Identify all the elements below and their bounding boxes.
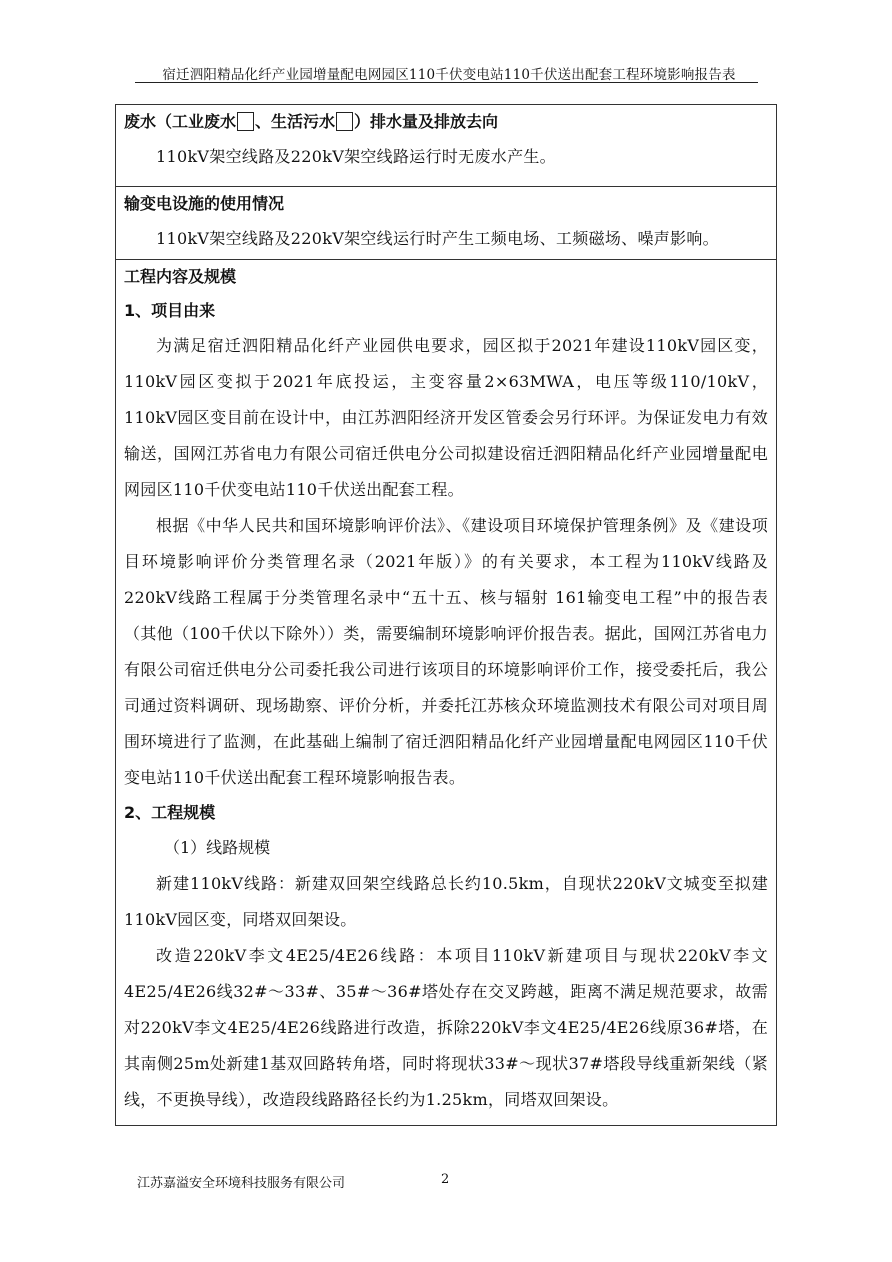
origin-heading: 1、项目由来: [124, 301, 216, 320]
domestic-sewage-checkbox[interactable]: [336, 112, 353, 131]
project-title: 工程内容及规模: [124, 267, 237, 286]
page-header-title: 宿迁泗阳精品化纤产业园增量配电网园区110千伏变电站110千伏送出配套工程环境影响报告表: [162, 67, 736, 83]
facilities-text: 110kV架空线路及220kV架空线运行时产生工频电场、工频磁场、噪声影响。: [156, 229, 719, 248]
facilities-section: [116, 187, 776, 260]
industrial-wastewater-checkbox[interactable]: [237, 112, 254, 131]
wastewater-title: [124, 105, 768, 139]
rebuild-line-paragraph: 改造220kV李文4E25/4E26线路：本项目110kV新建项目与现状220kV李文4E25/4E26线32#～33#、35#～36#塔处存在交叉跨越，距离不满足规范要求，故需对220kV李文4E25/4E26线路进行改造，拆除220kV李文4E25/4E26线原36#塔，在其南侧25m处新建1基双回路转角塔，同时将现状33#～现状37#塔段导线重新架线（紧线，不更换导线），改造段线路路径长约为1.25km，同塔双回架设。: [124, 946, 768, 1109]
page-number: 2: [441, 1172, 450, 1187]
facilities-title: 输变电设施的使用情况: [124, 194, 285, 213]
project-section: [116, 260, 776, 1125]
new-line-paragraph: 新建110kV线路：新建双回架空线路总长约10.5km，自现状220kV文城变至拟建110kV园区变，同塔双回架设。: [124, 874, 768, 929]
wastewater-title-part1: 废水（工业废水: [124, 112, 237, 131]
wastewater-title-part2: 、生活污水: [255, 112, 336, 131]
wastewater-text: 110kV架空线路及220kV架空线路运行时无废水产生。: [156, 147, 556, 166]
header-rule: [135, 82, 758, 83]
report-table: [115, 104, 777, 1126]
line-scale-label: （1）线路规模: [164, 838, 271, 857]
origin-paragraph-2: 根据《中华人民共和国环境影响评价法》、《建设项目环境保护管理条例》及《建设项目环境影响评价分类管理名录（2021年版）》的有关要求，本工程为110kV线路及220kV线路工程属于分类管理名录中“五十五、核与辐射 161输变电工程”中的报告表（其他（100千伏以下除外））类，需要编制环境影响评价报告表。据此，国网江苏省电力有限公司宿迁供电分公司委托我公司进行该项目的环境影响评价工作，接受委托后，我公司通过资料调研、现场勘察、评价分析，并委托江苏核众环境监测技术有限公司对项目周围环境进行了监测，在此基础上编制了宿迁泗阳精品化纤产业园增量配电网园区110千伏变电站110千伏送出配套工程环境影响报告表。: [124, 516, 768, 787]
scale-heading: 2、工程规模: [124, 803, 216, 822]
origin-paragraph-1: 为满足宿迁泗阳精品化纤产业园供电要求，园区拟于2021年建设110kV园区变，110kV园区变拟于2021年底投运，主变容量2×63MWA，电压等级110/10kV，110kV园区变目前在设计中，由江苏泗阳经济开发区管委会另行环评。为保证发电力有效输送，国网江苏省电力有限公司宿迁供电分公司拟建设宿迁泗阳精品化纤产业园增量配电网园区110千伏变电站110千伏送出配套工程。: [124, 336, 768, 499]
wastewater-title-part3: ）排水量及排放去向: [354, 112, 499, 131]
footer-company: 江苏嘉溢安全环境科技服务有限公司: [137, 1176, 346, 1191]
wastewater-section: [116, 105, 776, 187]
